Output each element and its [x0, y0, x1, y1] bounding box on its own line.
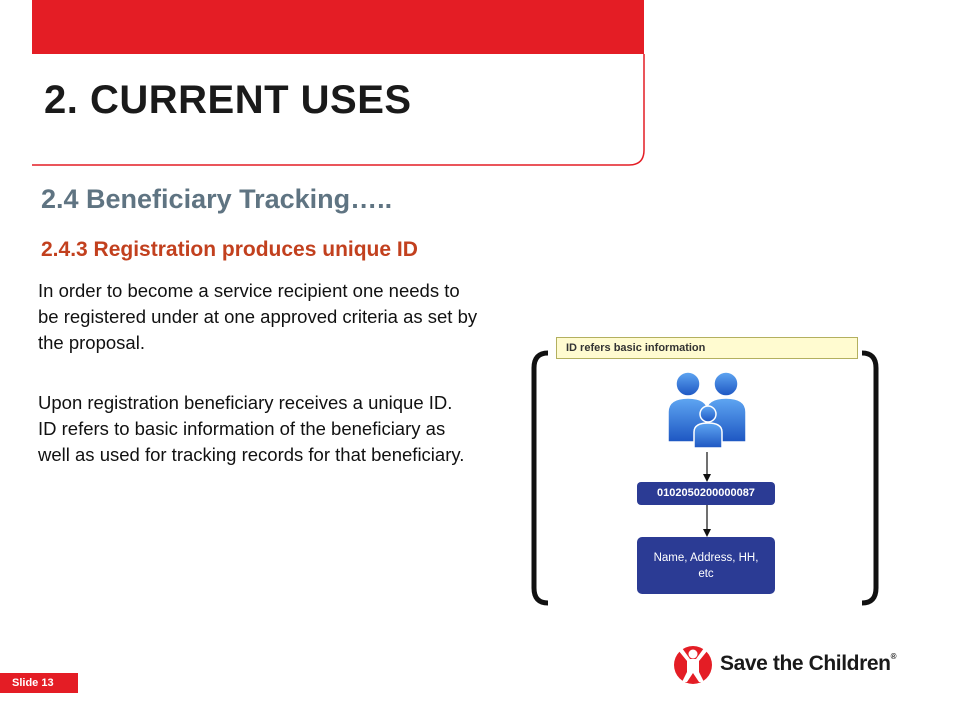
save-the-children-logo — [672, 642, 896, 686]
paragraph-registration: In order to become a service recipient one needs to be registered under at one approved criteria as set by the proposal. — [38, 280, 478, 353]
save-the-children-figure-icon — [672, 642, 714, 686]
family-icon — [660, 370, 756, 450]
logo-text: Save the Children — [720, 652, 891, 675]
right-bracket — [860, 350, 882, 606]
arrow-to-info — [701, 505, 713, 539]
paragraph-unique-id: Upon registration beneficiary receives a unique ID. ID refers to basic information of the beneficiary as well as used for tracking records for that beneficiary. — [38, 392, 465, 465]
basic-info-box: Name, Address, HH, etc — [637, 537, 775, 594]
unique-id-box: 0102050200000087 — [637, 482, 775, 505]
registered-mark: ® — [890, 652, 897, 661]
diagram-caption: ID refers basic information — [556, 337, 858, 359]
id-diagram — [520, 330, 890, 620]
left-bracket — [528, 350, 550, 606]
slide-number: Slide 13 — [0, 673, 78, 693]
section-heading: 2.4 Beneficiary Tracking….. — [41, 184, 393, 214]
slide-title: 2. CURRENT USES — [44, 78, 412, 122]
subsection-heading: 2.4.3 Registration produces unique ID — [41, 238, 418, 261]
arrow-to-id — [701, 452, 713, 484]
